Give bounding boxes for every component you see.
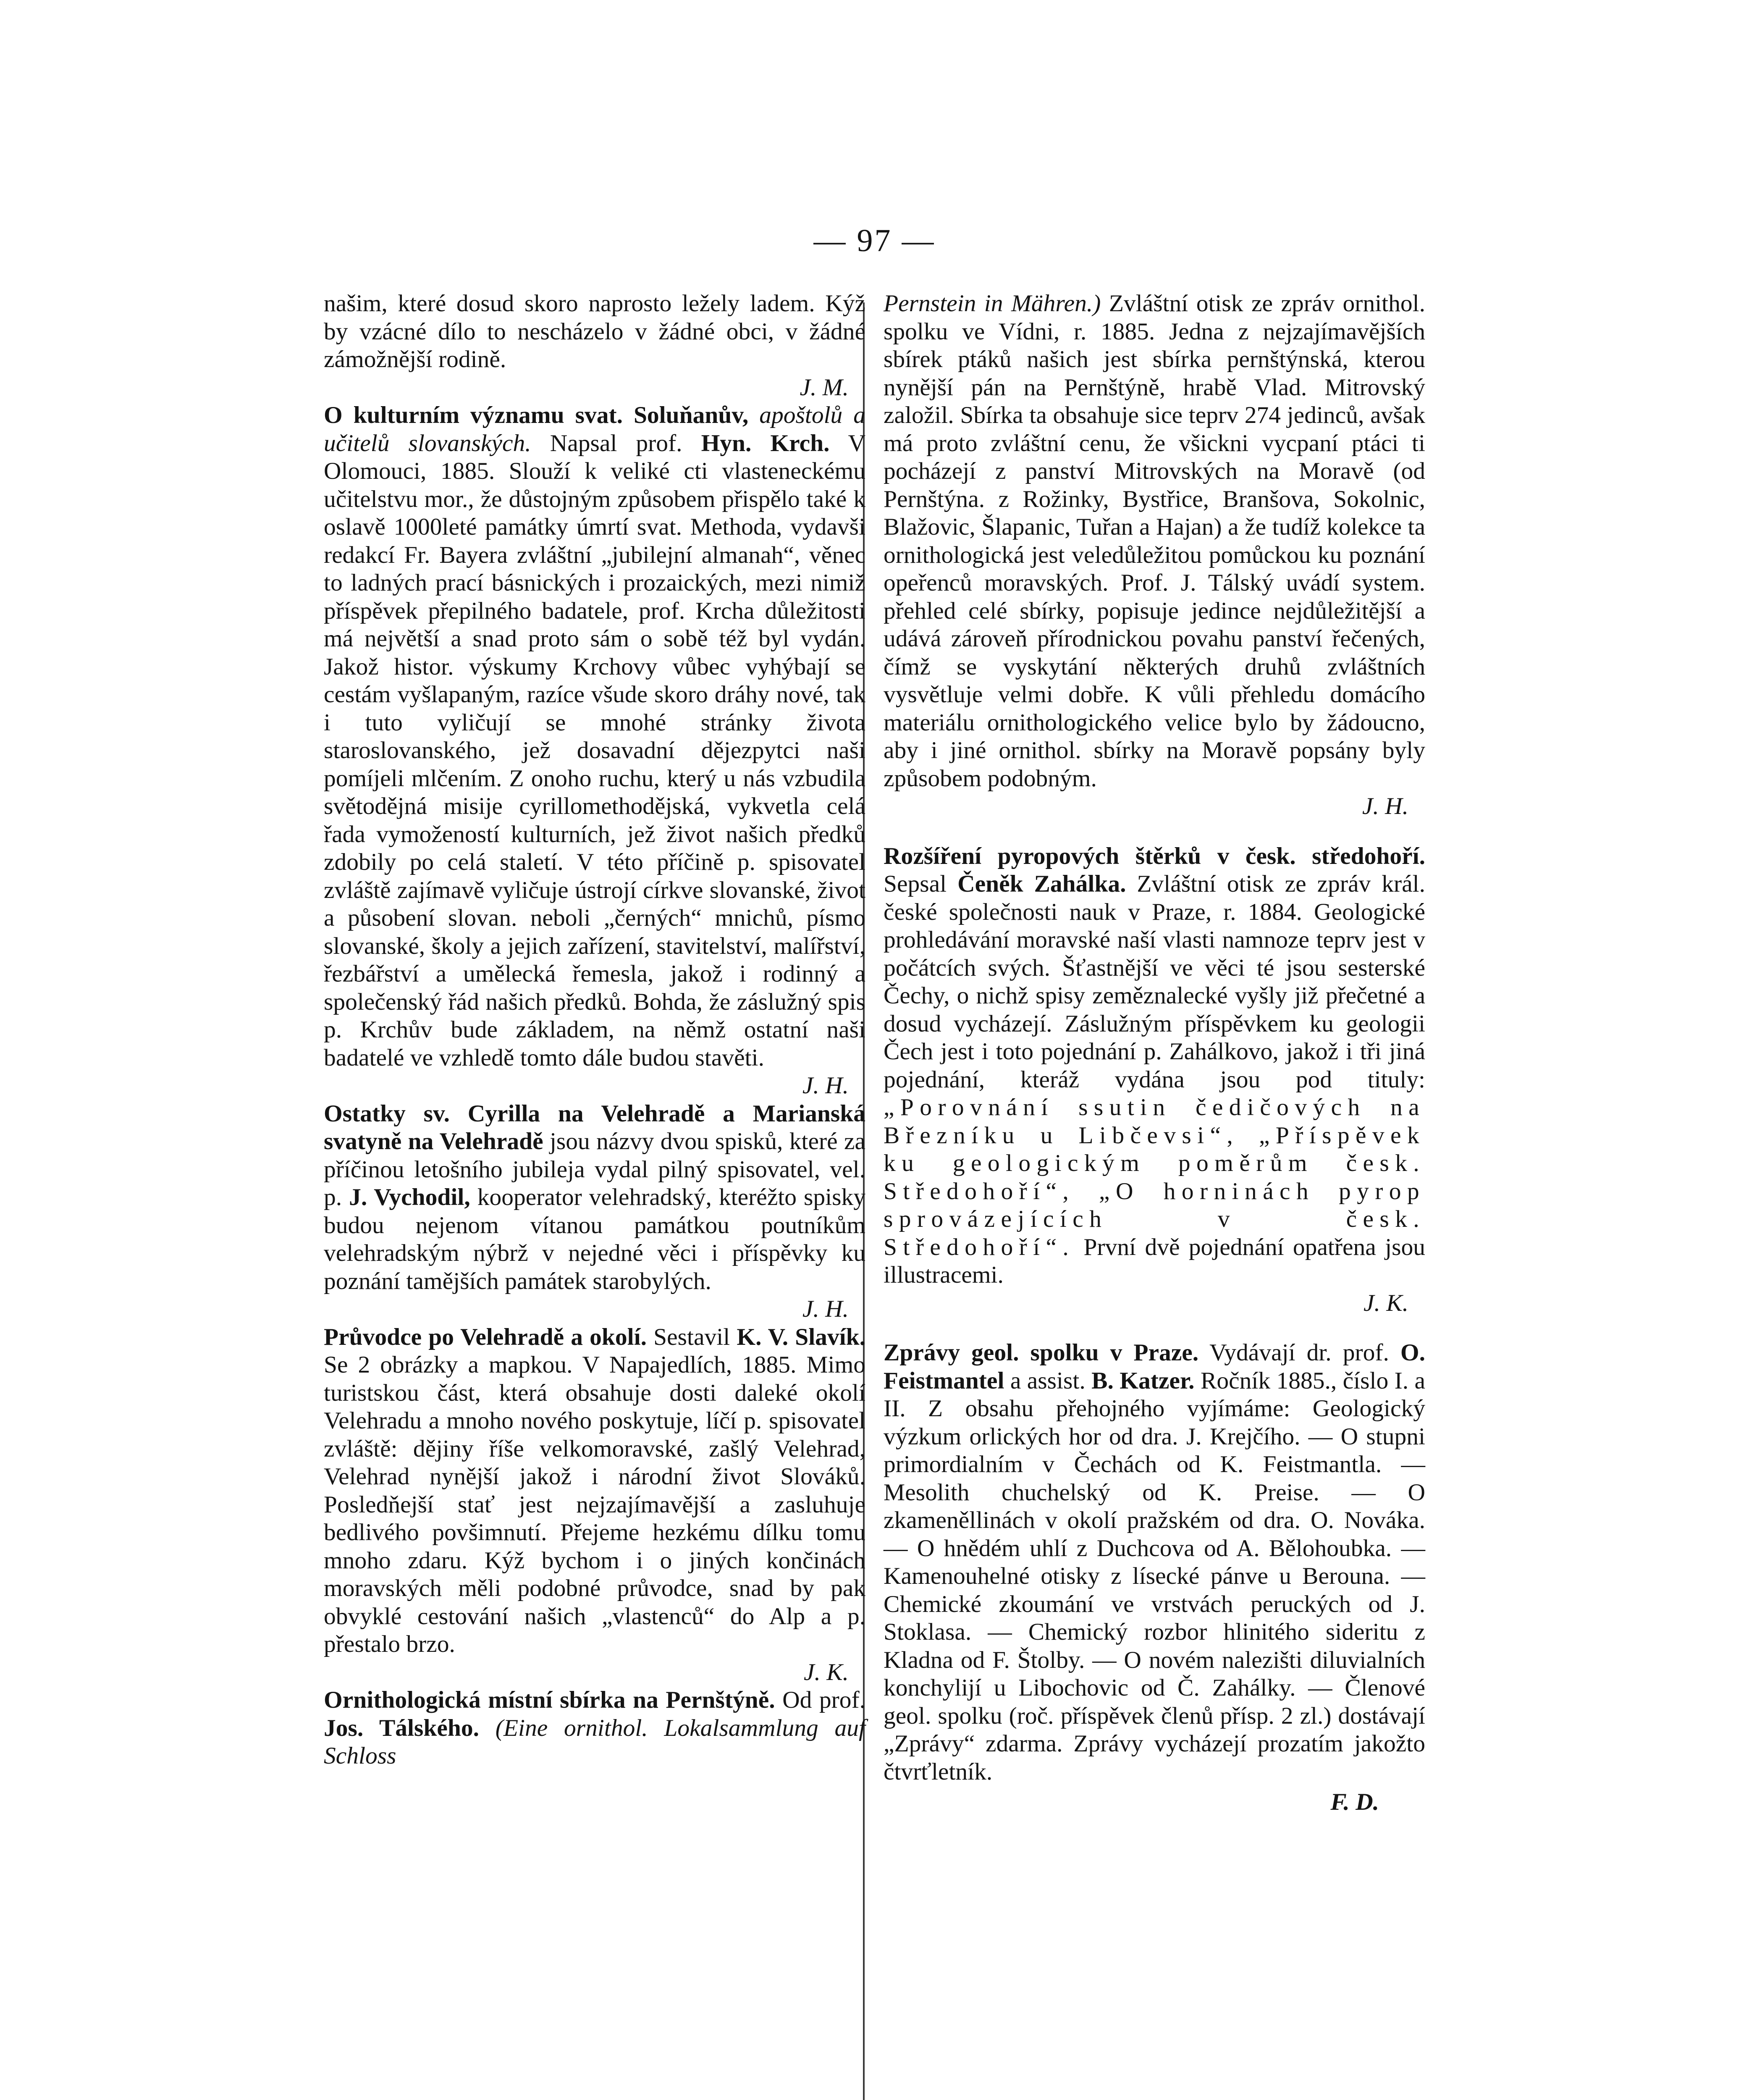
review-zahalka-body-end: První dvě pojednání opatřena jsou illustracemi. [884,1234,1426,1288]
review-talsky-body: Zvláštní otisk ze zpráv ornithol. spolku ve Vídni, r. 1885. Jedna z nejzajímavějších sbírek ptáků našich jest sbírka pernštýnská, kterou nynější pán na Pernštýně, hrabě Vlad. Mitrovský založil. Sbírka ta obsahuje sice teprv 274 jedinců, avšak má proto zvláštní cenu, že všickni vycpaní ptáci ti pocházejí z panství Mitrovských na Moravě (od Pernštýna. z Rožinky, Bystřice, Branšova, Sokolnic, Blažovic, Šlapanic, Tuřan a Hajan) a že tudíž kolekce ta ornithologická jest veledůležitou pomůckou ku poznání opeřenců moravských. Prof. J. Tálský uvádí system. přehled celé sbírky, popisuje jedince nejdůležitější a udává zároveň přírodnickou povahu panství řečených, čímž se vyskytání některých druhů zvláštních vysvětluje velmi dobře. K vůli přehledu domácího materiálu ornithologického velice bylo by žádoucno, aby i jiné ornithol. sbírky na Moravě popsány byly způsobem podobným. [884,290,1425,792]
right-column [884,290,1425,1816]
review-vychodil-title: Ostatky sv. Cyrilla na Velehradě a Marianská svatyně na Velehradě [324,1100,865,1155]
review-vychodil-author: J. Vychodil, [349,1184,470,1210]
review-slavik-title: Průvodce po Velehradě a okolí. [324,1323,647,1350]
review-zahalka-prefix: Sepsal [884,871,947,897]
review-vychodil-prefix: jsou názvy dvou spisků, které za příčinou letošního jubileja vydal pilný spisovatel, vel. p. [324,1128,866,1210]
review-geol-prefix: Vydávají dr. prof. [1209,1339,1389,1366]
review-talsky-signature: J. H. [1362,793,1408,819]
intro-text: našim, které dosud skoro naprosto ležely ladem. Kýž by vzácné dílo to nescházelo v žádné obci, v žádné zámožnější rodině. [324,290,865,373]
review-talsky-continued [884,290,1425,821]
review-zahalka-signature: J. K. [1364,1289,1408,1316]
intro-paragraph [324,290,865,402]
review-zahalka-titles: „Porovnání ssutin čedičových na Březníku u Libčevsi“, „Příspěvek ku geologickým poměrům česk. Středohoří“, „O horninách pyrop sprovázejících v česk. Středohoří“. [884,1094,1425,1260]
review-zahalka-title: Rozšíření pyropových štěrků v česk. středohoří. [884,843,1425,869]
review-krch-subtitle: apoštolů a učitelů slovanských. [324,402,866,457]
review-slavik-body: Se 2 obrázky a mapkou. V Napajedlích, 1885. Mimo turistskou část, která obsahuje dosti daleké okolí Velehradu a mnoho nového poskytuje, líčí p. spisovatel zvláště: dějiny říše velkomoravské, zašlý Velehrad, Velehrad nynější jakož i národní život Slováků. Posledňejší stať jest nejzajímavější a zasluhuje bedlivého povšimnutí. Přejeme hezkému dílku tomu mnoho zdaru. Kýž bychom i o jiných končinách moravských měli podobné průvodce, snad by pak obvyklé cestování našich „vlastenců“ do Alp a p. přestalo brzo. [324,1352,865,1657]
left-column [324,290,865,1770]
review-krch-signature: J. H. [802,1072,849,1099]
review-geol-title: Zprávy geol. spolku v Praze. [884,1339,1199,1366]
review-geol-spolek [884,1339,1425,1816]
page-number: — 97 — [813,223,936,258]
review-talsky [324,1686,865,1770]
review-zahalka-author: Čeněk Zahálka. [957,871,1126,897]
review-slavik [324,1323,865,1687]
review-geol-connector: a assist. [1010,1367,1086,1394]
review-talsky-subtitle: (Eine ornithol. Lokalsammlung auf Schloss [324,1714,865,1769]
review-slavik-author: K. V. Slavík. [737,1323,866,1350]
review-geol-author-2: B. Katzer. [1091,1367,1195,1394]
review-vychodil [324,1100,865,1323]
review-geol-author-1: O. Feistmantel [884,1339,1426,1394]
review-talsky-title: Ornithologická místní sbírka na Pernštýně. [324,1687,775,1713]
review-zahalka [884,843,1425,1318]
review-vychodil-body: kooperator velehradský, kteréžto spisky budou nejenom vítanou památkou poutníkům velehradským nýbrž v nejedné věci i příspěvky ku poznání tamějších památek starobylých. [324,1184,866,1294]
review-krch [324,402,865,1100]
review-geol-signature: F. D. [1330,1789,1379,1815]
intro-signature: J. M. [800,374,849,401]
review-talsky-prefix: Od prof. [782,1687,865,1713]
review-zahalka-body: Zvláštní otisk ze zpráv král. české společnosti nauk v Praze, r. 1884. Geologické prohledávání moravské naší vlasti namnoze teprv jest v počátcích svých. Šťastnější ve věci té jsou sesterské Čechy, o nichž spisy zeměznalecké vyšly již přečetné a dosud vycházejí. Záslužným příspěvkem ku geologii Čech jest i toto pojednání p. Zahálkovo, jakož i tři jiná pojednání, kteráž vydána jsou pod tituly: [884,871,1426,1093]
review-talsky-author: Jos. Tálského. [324,1714,480,1741]
review-slavik-signature: J. K. [804,1659,849,1685]
review-krch-author: Hyn. Krch. [701,430,830,457]
review-krch-body: V Olomouci, 1885. Slouží k veliké cti vlasteneckému učitelstvu mor., že důstojným způsobem přispělo také k oslavě 1000leté památky úmrtí svat. Methoda, vydavši redakcí Fr. Bayera zvláštní „jubilejní almanah“, věnec to ladných prací básnických i prozaických, mezi nimiž příspěvek přepilného badatele, prof. Krcha důležitosti má největší a snad proto sám o sobě též byl vydán. Jakož histor. výskumy Krchovy vůbec vyhýbají se cestám vyšlapaným, razíce všude skoro dráhy nové, tak i tuto vyličují se mnohé stránky života staroslovanského, jež dosavadní dějezpytci naši pomíjeli mlčením. Z onoho ruchu, který u nás vzbudila světodějná misije cyrillomethodějská, vykvetla celá řada vymožeností kulturních, jež život našich předků zdobily po celá staletí. V této příčině p. spisovatel zvláště zajímavě vyličuje ústrojí církve slovanské, život a působení slovan. neboli „černých“ mnichů, písmo slovanské, školy a jejich zařízení, stavitelství, malířství, řezbářství a umělecká řemesla, jakož i rodinný a společenský řád našich předků. Bohda, že záslužný spis p. Krchův bude základem, na němž ostatní naši badatelé ve vzhledě tomto dále budou stavěti. [324,430,866,1071]
review-krch-title: O kulturním významu svat. Soluňanův, [324,402,749,428]
review-slavik-prefix: Sestavil [653,1323,730,1350]
review-talsky-subtitle-end: Pernstein in Mähren.) [884,290,1101,317]
review-vychodil-signature: J. H. [802,1296,849,1322]
review-geol-body: Ročník 1885., číslo I. a II. Z obsahu přehojného vyjímáme: Geologický výzkum orlických hor od dra. J. Krejčího. — O stupni primordialním v Čechách od K. Feistmantla. — Mesolith chuchelský od K. Preise. — O zkameněllinách v okolí pražském od dra. O. Nováka. — O hnědém uhlí z Duchcova od A. Bělohoubka. — Kamenouhelné otisky z lísecké pánve u Berouna. — Chemické zkoumání ve vrstvách peruckých od J. Stoklasa. — Chemický rozbor hlinitého sideritu z Kladna od F. Štolby. — O novém nalezišti diluvialních konchylijí u Libochovic od Č. Zahálky. — Členové geol. spolku (roč. příspěvek členů přísp. 2 zl.) dostávají „Zprávy“ zdarma. Zprávy vycházejí prozatím jakožto čtvrťletník. [884,1367,1426,1785]
review-krch-prefix: Napsal prof. [550,430,682,457]
